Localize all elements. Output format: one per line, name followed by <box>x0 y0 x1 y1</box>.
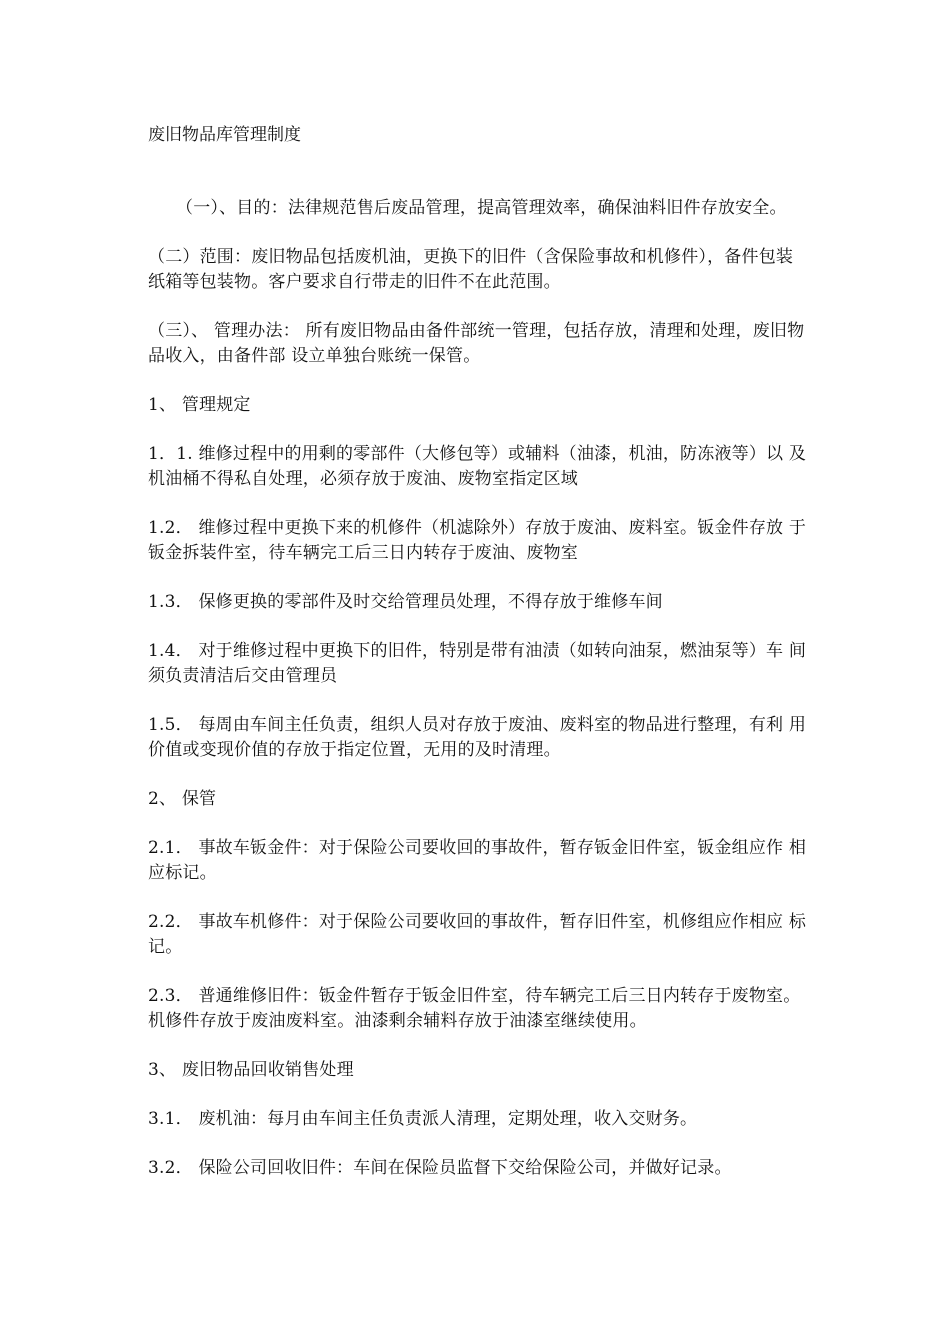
document-page <box>148 122 808 1205</box>
paragraph-storage-2-1: 2.1． 事故车钣金件：对于保险公司要收回的事故件，暂存钣金旧件室，钣金组应作 相应标记。 <box>148 838 807 883</box>
section-heading-recycling: 3、 废旧物品回收销售处理 <box>148 1060 354 1080</box>
paragraph-rule-1-5: 1.5． 每周由车间主任负责，组织人员对存放于废油、废料室的物品进行整理，有利 用价值或变现价值的存放于指定位置，无用的及时清理。 <box>148 715 807 760</box>
paragraph-purpose: （一）、目的：法律规范售后废品管理，提高管理效率，确保油料旧件存放安全。 <box>176 198 787 218</box>
paragraph-scope: （二）范围：废旧物品包括废机油，更换下的旧件（含保险事故和机修件），备件包装 纸箱等包装物。客户要求自行带走的旧件不在此范围。 <box>148 247 794 292</box>
section-heading-rules: 1、 管理规定 <box>148 395 251 415</box>
paragraph-storage-2-2: 2.2． 事故车机修件：对于保险公司要收回的事故件，暂存旧件室，机修组应作相应 标记。 <box>148 912 807 957</box>
paragraph-rule-1-4: 1.4． 对于维修过程中更换下的旧件，特别是带有油渍（如转向油泵，燃油泵等）车 间须负责清洁后交由管理员 <box>148 641 807 686</box>
paragraph-rule-1-1: 1．1. 维修过程中的用剩的零部件（大修包等）或辅料（油漆，机油，防冻液等）以 及机油桶不得私自处理，必须存放于废油、废物室指定区域 <box>148 444 807 489</box>
document-title: 废旧物品库管理制度 <box>148 125 301 145</box>
paragraph-management-method: （三）、 管理办法： 所有废旧物品由备件部统一管理，包括存放，清理和处理，废旧物品收入，由备件部 设立单独台账统一保管。 <box>148 321 805 366</box>
paragraph-recycling-3-1: 3.1． 废机油：每月由车间主任负责派人清理，定期处理，收入交财务。 <box>148 1109 698 1129</box>
paragraph-storage-2-3: 2.3． 普通维修旧件：钣金件暂存于钣金旧件室，待车辆完工后三日内转存于废物室。 机修件存放于废油废料室。油漆剩余辅料存放于油漆室继续使用。 <box>148 986 801 1031</box>
paragraph-rule-1-2: 1.2． 维修过程中更换下来的机修件（机滤除外）存放于废油、废料室。钣金件存放 于钣金拆装件室，待车辆完工后三日内转存于废油、废物室 <box>148 518 807 563</box>
paragraph-rule-1-3: 1.3． 保修更换的零部件及时交给管理员处理，不得存放于维修车间 <box>148 592 663 612</box>
paragraph-recycling-3-2: 3.2． 保险公司回收旧件：车间在保险员监督下交给保险公司，并做好记录。 <box>148 1158 732 1178</box>
section-heading-storage: 2、 保管 <box>148 789 217 809</box>
